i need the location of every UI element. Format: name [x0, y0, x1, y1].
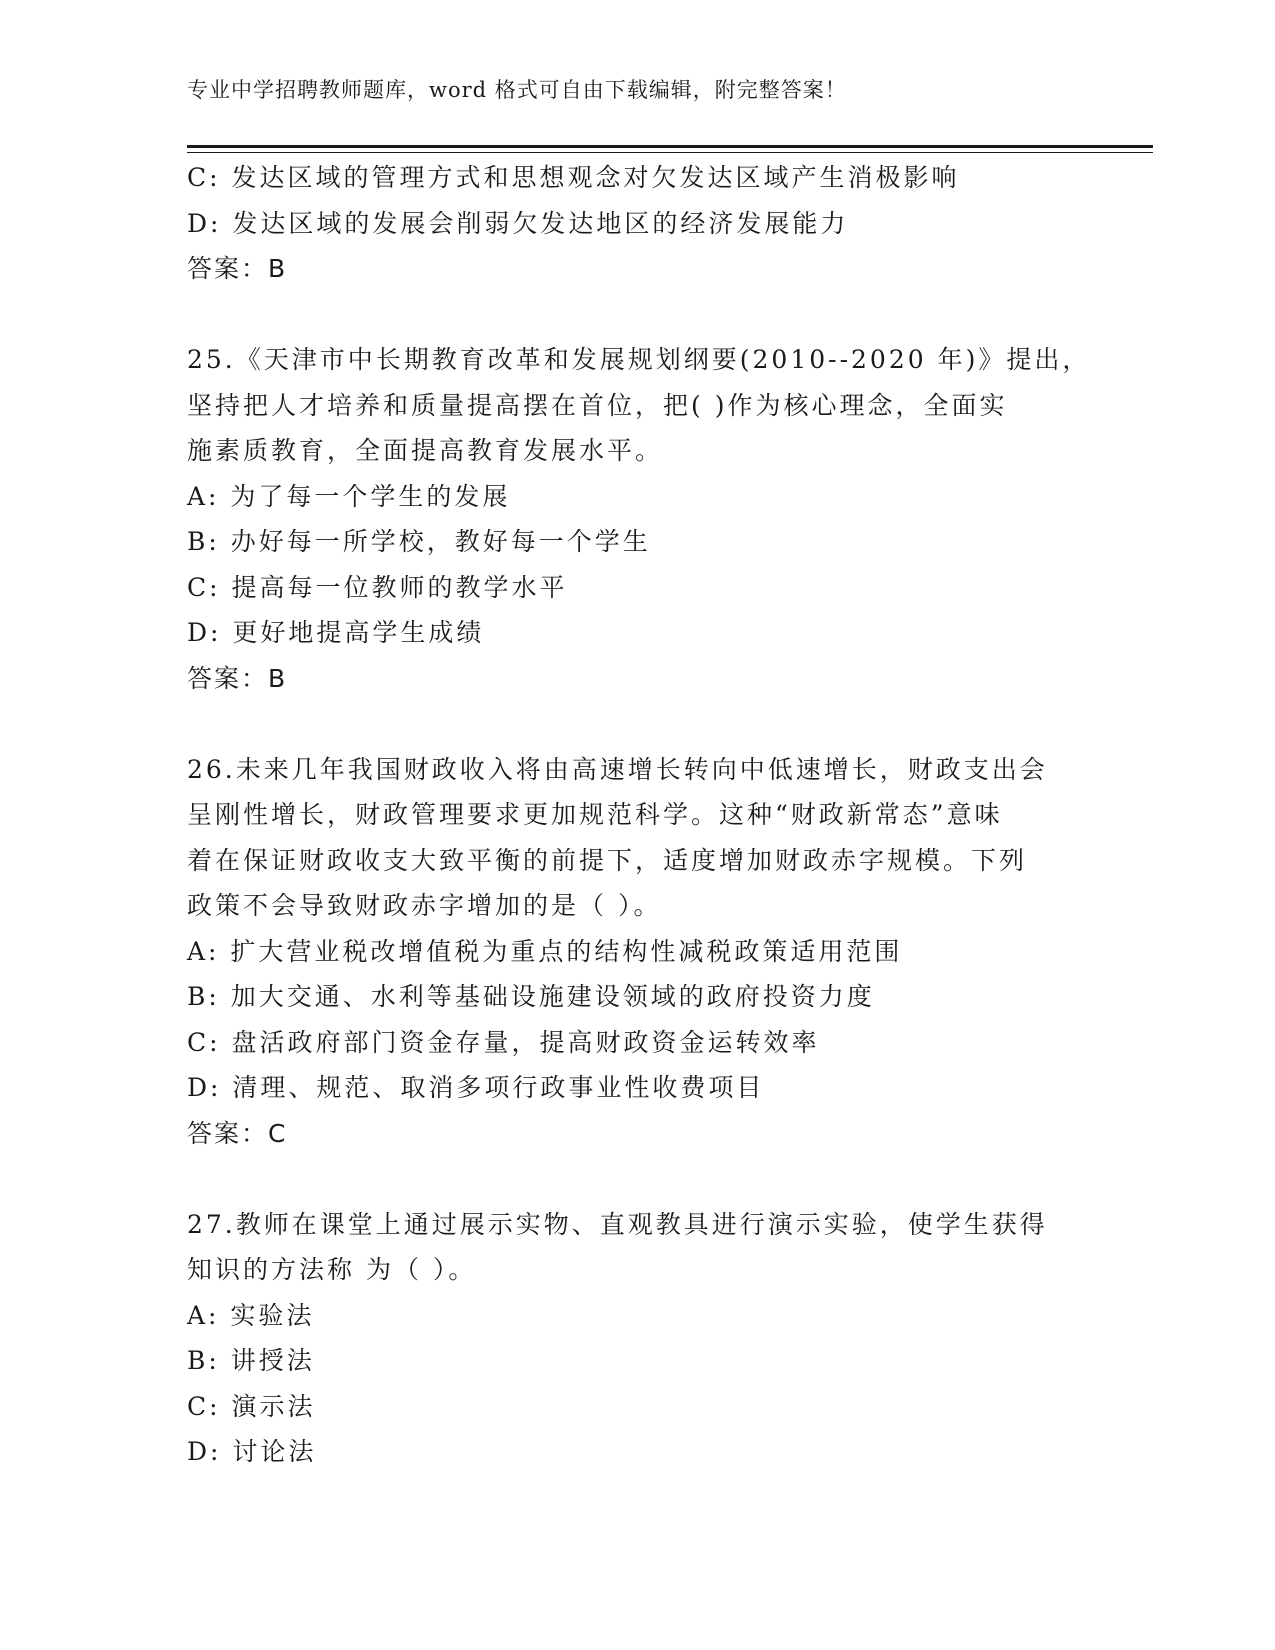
question-stem-line: 着在保证财政收支大致平衡的前提下，适度增加财政赤字规模。下列 — [187, 845, 1028, 875]
option-a: A: 实验法 — [187, 1300, 315, 1330]
question-stem-line: 知识的方法称 为（ ）。 — [187, 1255, 477, 1284]
option-b: B: 加大交通、水利等基础设施建设领域的政府投资力度 — [187, 982, 875, 1011]
option-a: A: 扩大营业税改增值税为重点的结构性减税政策适用范围 — [187, 936, 903, 966]
question-stem-line: 政策不会导致财政赤字增加的是（ ）。 — [187, 891, 662, 920]
question-stem-line: 坚持把人才培养和质量提高摆在首位，把( )作为核心理念，全面实 — [187, 390, 1008, 420]
answer-label: 答案：B — [187, 663, 288, 693]
page-header: 专业中学招聘教师题库，word 格式可自由下载编辑，附完整答案！ — [187, 78, 847, 102]
question-25 — [187, 337, 1091, 701]
question-stem-line: 施素质教育，全面提高教育发展水平。 — [187, 436, 664, 465]
option-b: B: 讲授法 — [187, 1346, 315, 1375]
answer-label: 答案：B — [187, 254, 288, 283]
question-24-tail — [187, 155, 1087, 292]
option-c: C: 提高每一位教师的教学水平 — [187, 572, 568, 602]
header-divider — [187, 145, 1153, 153]
spacer — [187, 701, 1087, 747]
spacer — [187, 292, 1087, 338]
option-c: C: 演示法 — [187, 1391, 316, 1421]
option-a: A: 为了每一个学生的发展 — [187, 481, 511, 511]
option-c: C: 盘活政府部门资金存量，提高财政资金运转效率 — [187, 1027, 820, 1057]
question-stem-line: 27.教师在课堂上通过展示实物、直观教具进行演示实验，使学生获得 — [187, 1209, 1048, 1239]
answer-label: 答案：C — [187, 1118, 288, 1148]
question-26 — [187, 747, 1087, 1157]
question-stem-line: 26.未来几年我国财政收入将由高速增长转向中低速增长，财政支出会 — [187, 754, 1048, 784]
question-stem-line: 25.《天津市中长期教育改革和发展规划纲要(2010--2020 年)》提出， — [187, 345, 1091, 374]
option-b: B: 办好每一所学校，教好每一个学生 — [187, 527, 651, 556]
question-27 — [187, 1202, 1087, 1475]
option-d: D: 讨论法 — [187, 1437, 317, 1466]
option-d: D: 更好地提高学生成绩 — [187, 618, 485, 647]
question-stem-line: 呈刚性增长，财政管理要求更加规范科学。这种“财政新常态”意味 — [187, 800, 1003, 829]
document-body — [187, 155, 1091, 1475]
option-c: C: 发达区域的管理方式和思想观念对欠发达区域产生消极影响 — [187, 163, 960, 192]
option-d: D: 发达区域的发展会削弱欠发达地区的经济发展能力 — [187, 208, 849, 238]
option-d: D: 清理、规范、取消多项行政事业性收费项目 — [187, 1073, 765, 1102]
spacer — [187, 1156, 1087, 1202]
